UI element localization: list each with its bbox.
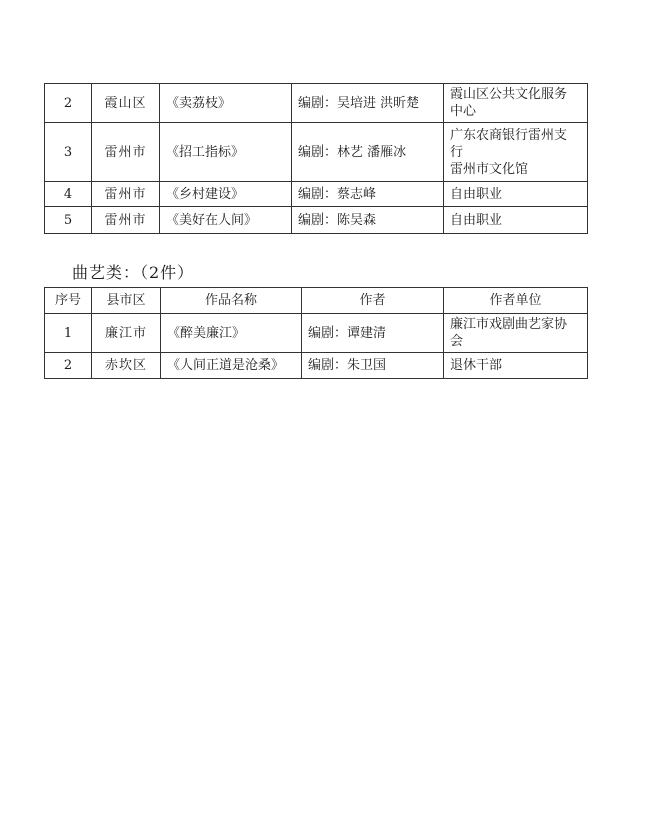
author-unit-line: 退休干部 <box>450 358 503 373</box>
author: 编剧：陈吴森 <box>292 207 444 234</box>
row-number: 2 <box>45 84 92 123</box>
author: 编剧：朱卫国 <box>302 353 444 379</box>
author-unit <box>444 182 588 207</box>
work-title: 《卖荔枝》 <box>160 84 292 123</box>
header-county-district: 县市区 <box>92 288 161 314</box>
author: 编剧：蔡志峰 <box>292 182 444 207</box>
county-district: 赤坎区 <box>92 353 161 379</box>
author-unit-line: 行 <box>450 144 464 160</box>
table-row <box>45 353 588 379</box>
works-table-continued <box>44 83 588 234</box>
author-unit <box>444 207 588 234</box>
author-unit <box>444 314 588 353</box>
author-unit <box>444 353 588 379</box>
table-row <box>45 84 588 123</box>
header-work-title: 作品名称 <box>161 288 302 314</box>
county-district: 雷州市 <box>92 207 160 234</box>
row-number: 2 <box>45 353 92 379</box>
table-header-row <box>45 288 588 314</box>
quyi-works-table <box>44 287 588 379</box>
table-row <box>45 207 588 234</box>
county-district: 雷州市 <box>92 123 160 182</box>
author-unit-line: 广东农商银行雷州支 <box>450 127 568 143</box>
author: 编剧：谭建清 <box>302 314 444 353</box>
section-heading-quyi: 曲艺类：（2件） <box>72 263 195 282</box>
author-unit <box>444 123 588 182</box>
row-number: 5 <box>45 207 92 234</box>
table-row <box>45 182 588 207</box>
row-number: 4 <box>45 182 92 207</box>
author: 编剧：吴培进 洪昕楚 <box>292 84 444 123</box>
county-district: 雷州市 <box>92 182 160 207</box>
author-unit-line: 廉江市戏剧曲艺家协 <box>450 317 568 332</box>
author-unit-line: 自由职业 <box>450 212 503 228</box>
author-unit-line: 霞山区公共文化服务 <box>450 87 568 102</box>
row-number: 1 <box>45 314 92 353</box>
county-district: 霞山区 <box>92 84 160 123</box>
work-title: 《醉美廉江》 <box>161 314 302 353</box>
county-district: 廉江市 <box>92 314 161 353</box>
header-author-unit: 作者单位 <box>444 288 588 314</box>
author-unit-line: 中心 <box>450 104 477 119</box>
work-title: 《招工指标》 <box>160 123 292 182</box>
table-row <box>45 123 588 182</box>
table-row <box>45 314 588 353</box>
header-number: 序号 <box>45 288 92 314</box>
author-unit-line: 会 <box>450 334 464 349</box>
author-unit-line: 雷州市文化馆 <box>450 161 529 177</box>
work-title: 《美好在人间》 <box>160 207 292 234</box>
work-title: 《乡村建设》 <box>160 182 292 207</box>
author-unit-line: 自由职业 <box>450 186 503 202</box>
row-number: 3 <box>45 123 92 182</box>
work-title: 《人间正道是沧桑》 <box>161 353 302 379</box>
header-author: 作者 <box>302 288 444 314</box>
author-unit <box>444 84 588 123</box>
author: 编剧：林艺 潘雁冰 <box>292 123 444 182</box>
